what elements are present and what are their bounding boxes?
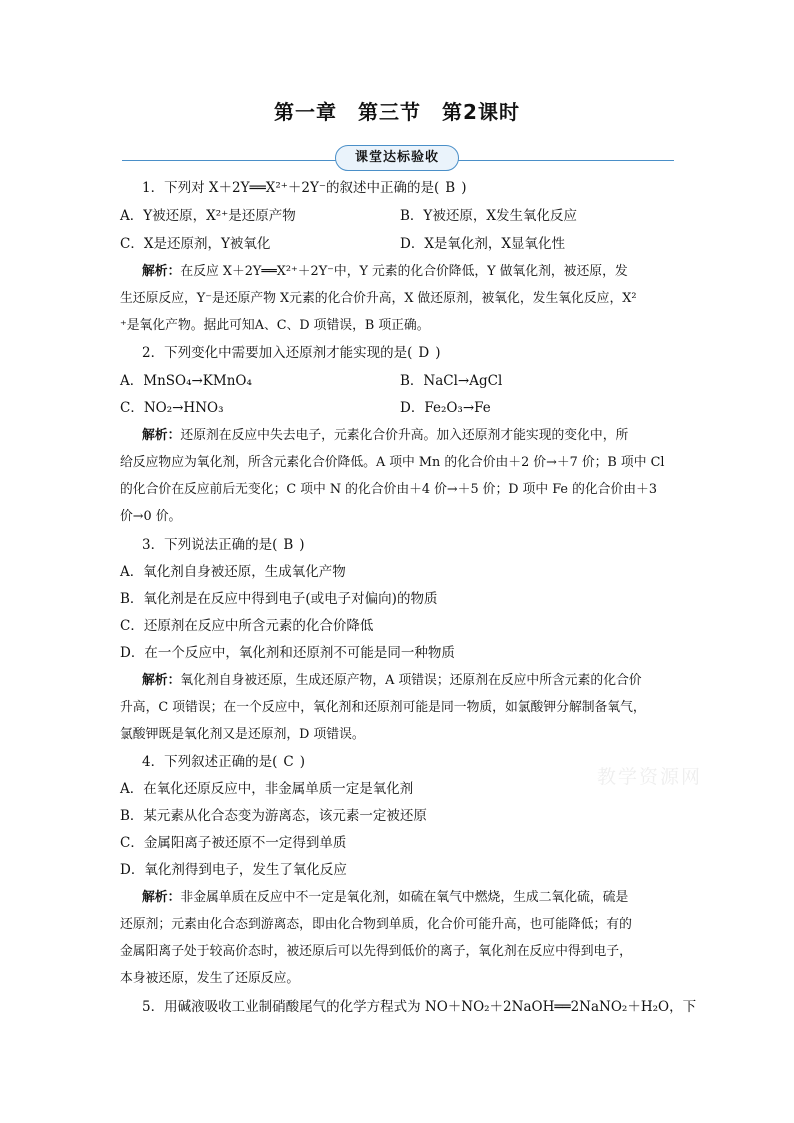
q2-answer: D <box>418 345 430 361</box>
q1-analysis-line: 解析：在反应 X＋2Y══X²⁺＋2Y⁻中，Y 元素的化合价降低，Y 做氧化剂，被还原，发 <box>142 264 628 279</box>
q2-analysis-line: 解析：还原剂在反应中失去电子，元素化合价升高。加入还原剂才能实现的变化中，所 <box>142 428 629 443</box>
q4-option-b: B．某元素从化合态变为游离态，该元素一定被还原 <box>120 808 427 824</box>
q3-option-d: D．在一个反应中，氧化剂和还原剂不可能是同一种物质 <box>120 645 455 661</box>
q4-answer: C <box>283 754 294 770</box>
q1-stem: 1．下列对 X＋2Y══X²⁺＋2Y⁻的叙述中正确的是( B ) <box>142 180 467 196</box>
q2-analysis-line: 的化合价在反应前后无变化；C 项中 N 的化合价由＋4 价→＋5 价；D 项中 Fe 的化合价由＋3 <box>120 482 657 497</box>
q2-analysis-line: 给反应物应为氧化剂，所含元素化合价降低。A 项中 Mn 的化合价由＋2 价→＋7 价；B 项中 Cl <box>120 455 665 470</box>
q3-option-c: C．还原剂在反应中所含元素的化合价降低 <box>120 618 374 634</box>
q5-stem: 5．用碱液吸收工业制硝酸尾气的化学方程式为 NO＋NO₂＋2NaOH══2NaNO₂＋H₂O，下 <box>142 999 697 1015</box>
q1-option-d: D．X是氧化剂，X显氧化性 <box>400 236 566 252</box>
q1-option-c: C．X是还原剂，Y被氧化 <box>120 236 271 252</box>
page-title: 第一章 第三节 第2课时 <box>274 100 520 124</box>
q3-analysis-line: 氯酸钾既是氧化剂又是还原剂，D 项错误。 <box>120 727 365 742</box>
q2-option-a: A．MnSO₄→KMnO₄ <box>120 373 252 389</box>
analysis-label: 解析： <box>142 428 181 443</box>
q4-analysis-line: 金属阳离子处于较高价态时，被还原后可以先得到低价的离子，氧化剂在反应中得到电子， <box>120 944 632 959</box>
q3-option-a: A．氧化剂自身被还原，生成氧化产物 <box>120 564 346 580</box>
section-badge: 课堂达标验收 <box>335 145 459 171</box>
q4-option-a: A．在氧化还原反应中，非金属单质一定是氧化剂 <box>120 781 414 797</box>
q4-analysis-line: 本身被还原，发生了还原反应。 <box>120 971 300 986</box>
q4-analysis-line: 还原剂；元素由化合态到游离态，即由化合物到单质，化合价可能升高，也可能降低；有的 <box>120 917 632 932</box>
analysis-label: 解析： <box>142 673 181 688</box>
q3-analysis-line: 升高，C 项错误；在一个反应中，氧化剂和还原剂可能是同一物质，如氯酸钾分解制备氧气， <box>120 700 646 715</box>
q1-analysis-line: 生还原反应，Y⁻是还原产物 X元素的化合价升高，X 做还原剂，被氧化，发生氧化反应，X² <box>120 291 637 306</box>
q2-option-d: D．Fe₂O₃→Fe <box>400 400 491 416</box>
analysis-label: 解析： <box>142 264 181 279</box>
q2-option-b: B．NaCl→AgCl <box>400 373 503 389</box>
q2-stem: 2．下列变化中需要加入还原剂才能实现的是( D ) <box>142 345 441 361</box>
q3-answer: B <box>283 537 294 553</box>
q2-analysis-line: 价→0 价。 <box>120 509 182 524</box>
q3-option-b: B．氧化剂是在反应中得到电子(或电子对偏向)的物质 <box>120 591 438 607</box>
q4-stem: 4．下列叙述正确的是( C ) <box>142 754 305 770</box>
q1-option-b: B．Y被还原，X发生氧化反应 <box>400 208 577 224</box>
q4-option-c: C．金属阳离子被还原不一定得到单质 <box>120 835 347 851</box>
q2-option-c: C．NO₂→HNO₃ <box>120 400 224 416</box>
watermark: 教学资源网 <box>597 766 703 788</box>
q4-analysis-line: 解析：非金属单质在反应中不一定是氧化剂，如硫在氧气中燃烧，生成二氧化硫，硫是 <box>142 890 629 905</box>
q1-option-a: A．Y被还原，X²⁺是还原产物 <box>120 208 296 224</box>
q4-option-d: D．氧化剂得到电子，发生了氧化反应 <box>120 862 347 878</box>
q3-stem: 3．下列说法正确的是( B ) <box>142 537 305 553</box>
analysis-label: 解析： <box>142 890 181 905</box>
q1-answer: B <box>445 180 456 196</box>
q3-analysis-line: 解析：氧化剂自身被还原，生成还原产物，A 项错误；还原剂在反应中所含元素的化合价 <box>142 673 642 688</box>
q1-analysis-line: ⁺是氧化产物。据此可知A、C、D 项错误，B 项正确。 <box>120 318 430 333</box>
